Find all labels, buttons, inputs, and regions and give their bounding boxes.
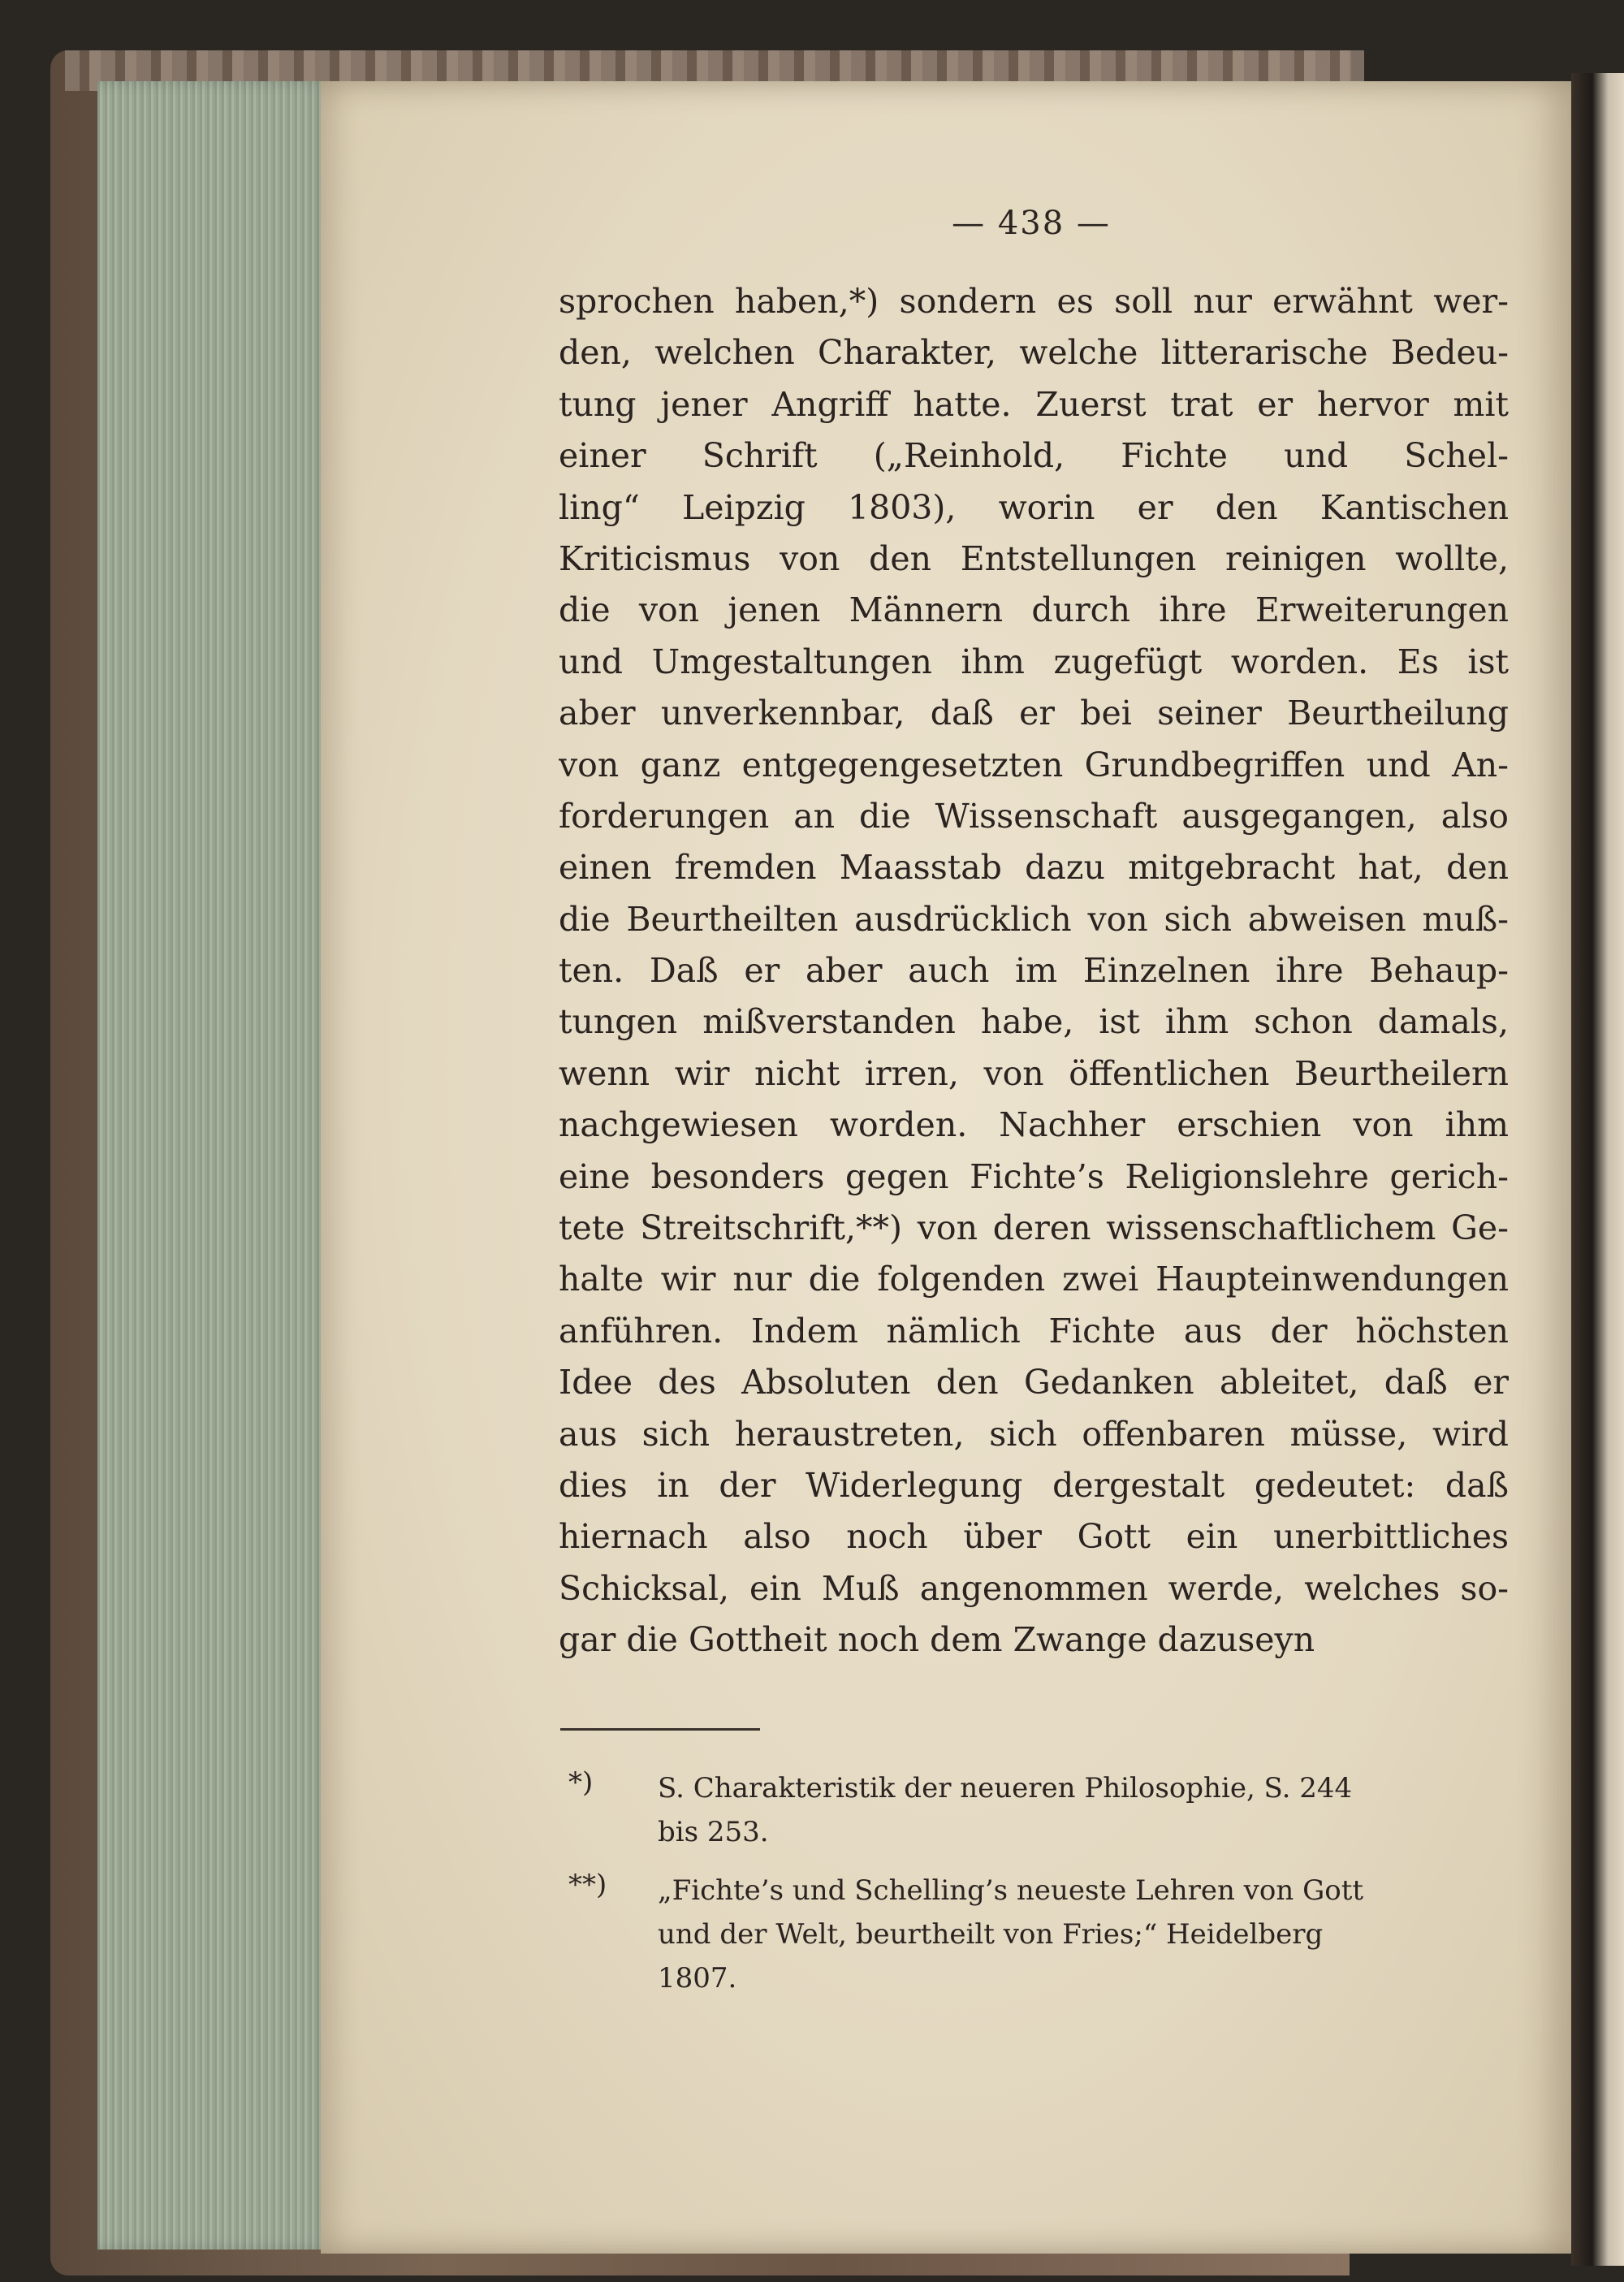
text-line: Schicksal, ein Muß angenommen werde, welches so- [559, 1568, 1509, 1608]
text-line: tungen mißverstanden habe, ist ihm schon damals, [559, 1002, 1509, 1042]
footnote-line: „Fichte’s und Schelling’s neueste Lehren von Gott [658, 1874, 1364, 1907]
text-line: halte wir nur die folgenden zwei Haupteinwendungen [559, 1260, 1509, 1299]
text-line: tung jener Angriff hatte. Zuerst trat er hervor mit [559, 384, 1509, 424]
text-line: Kriticismus von den Entstellungen reinigen wollte, [559, 538, 1509, 578]
footnote-line: bis 253. [658, 1816, 769, 1848]
text-line: den, welchen Charakter, welche litterarische Bedeu- [559, 333, 1509, 373]
text-line: aber unverkennbar, daß er bei seiner Beurtheilung [559, 694, 1509, 733]
text-line: von ganz entgegengesetzten Grundbegriffen und An- [559, 745, 1509, 784]
body-text [559, 276, 1509, 1666]
footnote-rule [560, 1728, 760, 1731]
footnote-mark: *) [568, 1766, 594, 1799]
footnote-mark: **) [568, 1869, 607, 1901]
text-line: sprochen haben,*) sondern es soll nur erwähnt wer- [559, 282, 1509, 321]
text-line: ling“ Leipzig 1803), worin er den Kantischen [559, 487, 1509, 527]
text-line: nachgewiesen worden. Nachher erschien von ihm [559, 1105, 1509, 1145]
text-line: und Umgestaltungen ihm zugefügt worden. Es ist [559, 642, 1509, 681]
footnote-line: 1807. [658, 1962, 737, 1995]
footnote-line: und der Welt, beurtheilt von Fries;“ Heidelberg [658, 1918, 1324, 1951]
book-gutter [1571, 73, 1624, 2266]
footnote-2 [568, 1869, 1510, 2000]
text-line: dies in der Widerlegung dergestalt gedeutet: daß [559, 1465, 1509, 1505]
text-line: einen fremden Maasstab dazu mitgebracht hat, den [559, 848, 1509, 888]
text-line: einer Schrift („Reinhold, Fichte und Schel- [559, 436, 1509, 476]
text-line: die von jenen Männern durch ihre Erweiterungen [559, 590, 1509, 630]
text-line: eine besonders gegen Fichte’s Religionslehre gerich- [559, 1156, 1509, 1196]
text-line: anführen. Indem nämlich Fichte aus der höchsten [559, 1311, 1509, 1351]
page-block-edge [97, 81, 333, 2250]
footnote-line: S. Charakteristik der neueren Philosophie, S. 244 [658, 1772, 1353, 1804]
text-line: wenn wir nicht irren, von öffentlichen Beurtheilern [559, 1053, 1509, 1093]
footnotes [568, 1766, 1510, 2015]
text-line: tete Streitschrift,**) von deren wissenschaftlichem Ge- [559, 1208, 1509, 1248]
text-line: forderungen an die Wissenschaft ausgegangen, also [559, 796, 1509, 836]
footnote-1 [568, 1766, 1510, 1854]
text-line: ten. Daß er aber auch im Einzelnen ihre Behaup- [559, 951, 1509, 991]
text-line: hiernach also noch über Gott ein unerbittliches [559, 1517, 1509, 1557]
text-line: gar die Gottheit noch dem Zwange dazuseyn [559, 1620, 1315, 1660]
text-line: die Beurtheilten ausdrücklich von sich abweisen muß- [559, 899, 1509, 939]
page-number: — 438 — [952, 205, 1111, 242]
text-line: aus sich heraustreten, sich offenbaren müsse, wird [559, 1414, 1509, 1454]
text-line: Idee des Absoluten den Gedanken ableitet, daß er [559, 1363, 1509, 1402]
